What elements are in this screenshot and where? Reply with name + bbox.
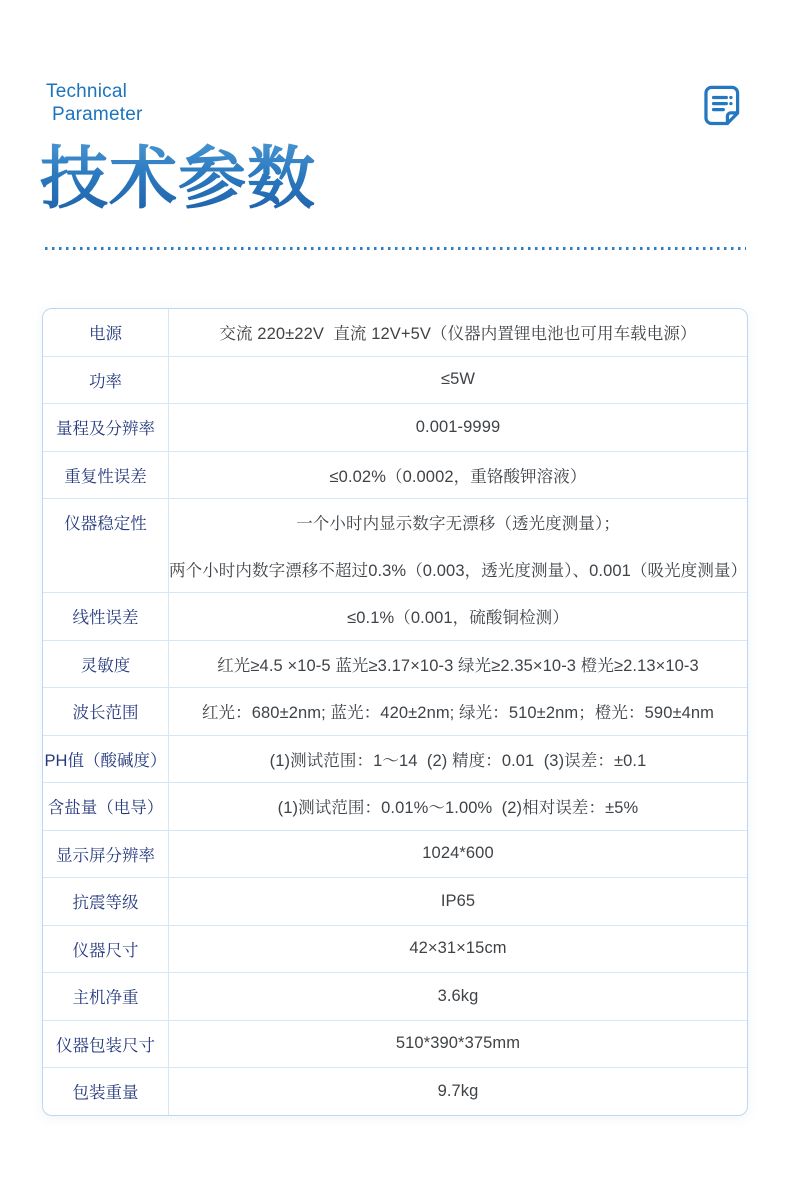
eyebrow-heading [46, 80, 143, 126]
parameter-name-cell [43, 404, 169, 451]
table-row [43, 688, 747, 736]
parameter-name-cell [43, 926, 169, 973]
parameter-value-cell [169, 736, 747, 783]
parameter-value: 510*390*375mm [395, 1034, 521, 1053]
parameter-value: 42×31×15cm [409, 939, 507, 958]
parameter-name: 主机净重 [72, 989, 139, 1008]
parameter-value: 交流 220±22V 直流 12V+5V（仪器内置锂电池也可用车载电源） [219, 325, 697, 344]
table-row [43, 452, 747, 500]
parameter-value: ≤0.1%（0.001，硫酸铜检测） [347, 609, 569, 628]
eyebrow-line-2: Parameter [52, 104, 143, 125]
parameter-value: ≤5W [440, 370, 476, 389]
parameter-name-cell [43, 973, 169, 1020]
parameter-name: 功率 [89, 372, 122, 391]
parameter-name-cell [43, 641, 169, 688]
parameter-value: 红光≥4.5 ×10-5 蓝光≥3.17×10-3 绿光≥2.35×10-3 橙光≥2.13×10-3 [217, 656, 699, 675]
parameter-name: 重复性误差 [64, 467, 147, 486]
parameter-name-cell [43, 878, 169, 925]
dotted-divider [45, 247, 746, 250]
eyebrow-line-1: Technical [46, 81, 128, 102]
parameter-name-cell [43, 309, 169, 356]
parameter-name-cell [43, 688, 169, 735]
parameter-name-cell [43, 1021, 169, 1068]
parameter-name: 电源 [89, 325, 122, 344]
table-row [43, 878, 747, 926]
document-icon [696, 80, 748, 132]
parameter-value-cell [169, 688, 747, 735]
parameter-table [42, 308, 748, 1116]
parameter-value: 一个小时内显示数字无漂移（透光度测量）； [296, 515, 620, 534]
parameter-name: 灵敏度 [80, 656, 131, 675]
parameter-value-cell [169, 1068, 747, 1115]
parameter-value-cell [169, 593, 747, 640]
parameter-name-cell [43, 831, 169, 878]
parameter-value: ≤0.02%（0.0002，重铬酸钾溶液） [329, 467, 587, 486]
parameter-name: PH值（酸碱度） [44, 751, 167, 770]
parameter-name-cell [43, 736, 169, 783]
table-row [43, 404, 747, 452]
table-row [43, 641, 747, 689]
parameter-value: 9.7kg [437, 1081, 479, 1100]
parameter-value: 1024*600 [422, 844, 494, 863]
table-row [43, 736, 747, 784]
page-title: 技术参数 [40, 138, 316, 220]
parameter-name: 仪器包装尺寸 [56, 1036, 155, 1055]
parameter-name-cell [43, 357, 169, 404]
parameter-value-cell [169, 878, 747, 925]
parameter-value: 3.6kg [437, 986, 479, 1005]
parameter-name-cell [43, 499, 169, 592]
document-outline [706, 87, 738, 123]
parameter-value-cell [169, 452, 747, 499]
parameter-name-cell [43, 1068, 169, 1115]
parameter-name: 波长范围 [72, 704, 139, 723]
parameter-value: (1)测试范围：1～14 (2) 精度：0.01 (3)误差：±0.1 [269, 751, 647, 770]
parameter-value-cell [169, 783, 747, 830]
table-row [43, 831, 747, 879]
table-row [43, 357, 747, 405]
parameter-value-cell [169, 641, 747, 688]
table-row [43, 593, 747, 641]
parameter-name: 包装重量 [72, 1084, 139, 1103]
parameter-value: 两个小时内数字漂移不超过0.3%（0.003，透光度测量）、0.001（吸光度测量） [169, 561, 748, 580]
table-row [43, 309, 747, 357]
parameter-name: 抗震等级 [72, 894, 139, 913]
table-row [43, 1021, 747, 1069]
parameter-value-cell [169, 926, 747, 973]
parameter-name-cell [43, 783, 169, 830]
parameter-name: 线性误差 [72, 609, 139, 628]
table-row [43, 973, 747, 1021]
parameter-value: (1)测试范围：0.01%～1.00% (2)相对误差：±5% [277, 799, 639, 818]
parameter-value: 0.001-9999 [415, 417, 501, 436]
parameter-value-cell [169, 404, 747, 451]
parameter-name-cell [43, 452, 169, 499]
parameter-name: 含盐量（电导） [47, 799, 164, 818]
parameter-value-cell [169, 309, 747, 356]
parameter-name: 仪器尺寸 [72, 941, 139, 960]
table-row [43, 926, 747, 974]
parameter-name: 量程及分辨率 [56, 420, 155, 439]
parameter-value-cell [169, 357, 747, 404]
parameter-value-cell [169, 1021, 747, 1068]
parameter-name-cell [43, 593, 169, 640]
table-row [43, 783, 747, 831]
parameter-value-cell [169, 973, 747, 1020]
parameter-name: 仪器稳定性 [64, 515, 147, 534]
table-row [43, 499, 747, 593]
parameter-value-cell [169, 499, 747, 592]
parameter-value-cell [169, 831, 747, 878]
parameter-name: 显示屏分辨率 [56, 846, 155, 865]
parameter-value: 红光：680±2nm; 蓝光：420±2nm; 绿光：510±2nm；橙光：590±4nm [201, 704, 715, 723]
table-row [43, 1068, 747, 1115]
parameter-value: IP65 [440, 891, 476, 910]
